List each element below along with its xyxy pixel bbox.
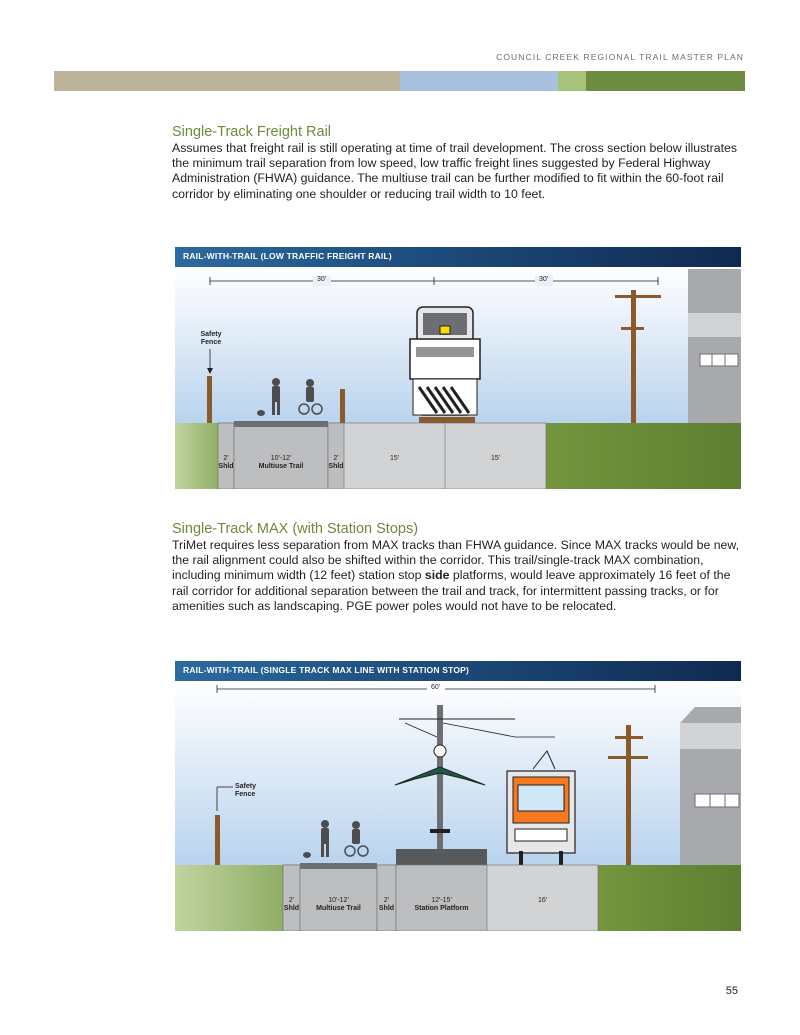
safety-fence-post xyxy=(215,815,220,865)
safety-fence-post xyxy=(207,376,212,423)
grass-right xyxy=(598,865,741,931)
building xyxy=(680,707,741,865)
figure-banner xyxy=(175,661,741,681)
segment-15ft-b: 15' xyxy=(490,455,501,462)
dimension-label-right: 30' xyxy=(539,276,549,283)
section-body-max: TriMet requires less separation from MAX tracks than FHWA guidance. Since MAX tracks would be new, the rail alignment could also be shifted within the corridor. This trail/single-track MAX combination, including minimum width (12 feet) station stop side platforms, would leave approximately 16 feet of the rail corridor for additional separation between the trail and track, for intermittent passing tracks, or for amenities such as landscaping. PGE power poles would not have to be relocated. xyxy=(172,538,740,613)
grass-right xyxy=(546,423,741,489)
page-number: 55 xyxy=(725,985,738,997)
freight-locomotive xyxy=(410,307,480,423)
section-title-freight: Single-Track Freight Rail xyxy=(172,124,332,140)
segment-station-platform: 12'-15' Station Platform xyxy=(414,897,469,912)
section-body-freight: Assumes that freight rail is still operating at time of trail development. The cross section below illustrates the minimum trail separation from low speed, low traffic freight lines suggested by Federal Highway Administration (FHWA) guidance. The multiuse trail can be further modified to fit within the 60-foot rail corridor by eliminating one shoulder or reducing trail width to 10 feet. xyxy=(172,141,737,201)
segment-multiuse-trail: 10'-12' Multiuse Trail xyxy=(258,455,304,470)
building xyxy=(688,269,741,423)
segment-15ft-a: 15' xyxy=(389,455,400,462)
dimension-label-left: 30' xyxy=(317,276,327,283)
figure-freight-cross-section xyxy=(175,247,741,489)
figure-banner xyxy=(175,247,741,267)
segment-shoulder-2: 2' Shld xyxy=(378,897,395,912)
fence-post xyxy=(340,389,345,423)
color-bar-segment-tan xyxy=(54,71,400,91)
figure-banner-label: RAIL-WITH-TRAIL (SINGLE TRACK MAX LINE WITH STATION STOP) xyxy=(183,665,470,675)
segment-16ft: 16' xyxy=(537,897,548,904)
header-color-bar xyxy=(54,71,745,91)
color-bar-segment-green xyxy=(586,71,745,91)
running-header: COUNCIL CREEK REGIONAL TRAIL MASTER PLAN xyxy=(496,52,744,62)
figure-max-cross-section xyxy=(175,661,741,931)
grass-left xyxy=(175,423,220,489)
freight-cross-section-drawing xyxy=(175,247,741,489)
section-title-max: Single-Track MAX (with Station Stops) xyxy=(172,521,419,537)
sky xyxy=(175,681,741,865)
grass-left xyxy=(175,865,283,931)
dimension-label: 60' xyxy=(431,684,441,691)
segment-multiuse-trail: 10'-12' Multiuse Trail xyxy=(316,897,361,912)
station-platform-top xyxy=(396,849,487,865)
safety-fence-label: Safety Fence xyxy=(235,783,257,798)
figure-banner-label: RAIL-WITH-TRAIL (LOW TRAFFIC FREIGHT RAIL) xyxy=(183,251,392,261)
color-bar-segment-lightgreen xyxy=(558,71,586,91)
color-bar-segment-blue xyxy=(400,71,558,91)
segment-shoulder-1: 2' Shld xyxy=(283,897,300,912)
segment-shoulder-1: 2' Shld xyxy=(218,455,234,470)
segment-shoulder-2: 2' Shld xyxy=(328,455,344,470)
safety-fence-label: Safety Fence xyxy=(200,331,222,346)
